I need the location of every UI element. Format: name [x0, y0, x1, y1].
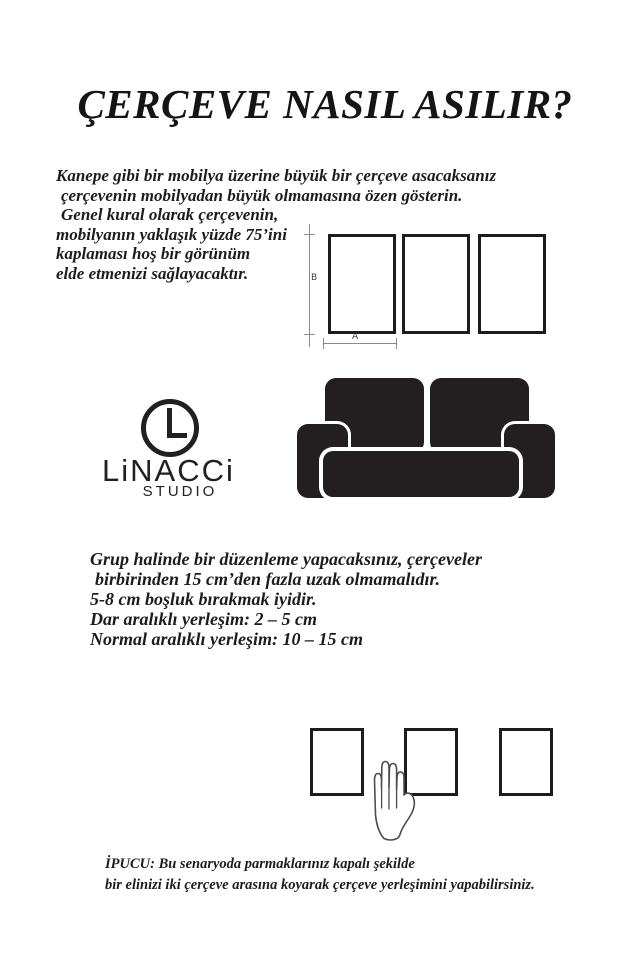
- intro-line: çerçevenin mobilyadan büyük olmamasına özen gösterin.: [61, 185, 463, 205]
- intro-line: mobilyanın yaklaşık yüzde 75’ini: [56, 224, 287, 244]
- clock-icon: [140, 398, 200, 458]
- frame-rect: [478, 234, 546, 334]
- dimension-tick: [304, 234, 315, 235]
- dimension-line-horizontal: [323, 343, 397, 344]
- frame-size-diagram: [300, 224, 556, 352]
- dimension-label-b: B: [311, 273, 318, 283]
- tip-line: bir elinizi iki çerçeve arasına koyarak çerçeve yerleşimini yapabilirsiniz.: [105, 876, 535, 893]
- dimension-label-a: A: [352, 332, 359, 342]
- sofa-seat: [323, 451, 519, 497]
- linacci-logo: [100, 395, 260, 507]
- intro-line: Kanepe gibi bir mobilya üzerine büyük bir çerçeve asacaksanız: [56, 166, 497, 185]
- frame-rect: [402, 234, 470, 334]
- frame-rect: [310, 728, 364, 796]
- dimension-tick: [323, 338, 324, 349]
- dimension-line-vertical: [309, 224, 310, 347]
- frame-rect: [499, 728, 553, 796]
- spacing-line: birbirinden 15 cm’den fazla uzak olmamalıdır.: [95, 569, 441, 589]
- hand-icon: [357, 747, 423, 841]
- logo-subtitle: STUDIO: [142, 483, 218, 500]
- frame-rect: [328, 234, 396, 334]
- sofa-icon: [295, 378, 557, 500]
- hand-spacing-diagram: [300, 720, 560, 845]
- logo-name: LiNACCi: [102, 453, 235, 488]
- page-title: ÇERÇEVE NASIL ASILIR?: [77, 81, 573, 127]
- intro-line: Genel kural olarak çerçevenin,: [61, 205, 279, 224]
- spacing-line: Grup halinde bir düzenleme yapacaksınız, çerçeveler: [90, 549, 482, 569]
- dimension-tick: [396, 338, 397, 349]
- spacing-paragraph: [90, 549, 482, 649]
- spacing-line: Dar aralıklı yerleşim: 2 – 5 cm: [90, 609, 317, 629]
- intro-line: kaplaması hoş bir görünüm: [56, 244, 251, 263]
- tip-paragraph: [105, 854, 535, 895]
- spacing-line: 5-8 cm boşluk bırakmak iyidir.: [90, 589, 317, 609]
- tip-line: İPUCU: Bu senaryoda parmaklarınız kapalı şekilde: [105, 856, 415, 872]
- intro-line: elde etmenizi sağlayacaktır.: [56, 263, 249, 283]
- spacing-line: Normal aralıklı yerleşim: 10 – 15 cm: [90, 629, 363, 649]
- dimension-tick: [304, 334, 315, 335]
